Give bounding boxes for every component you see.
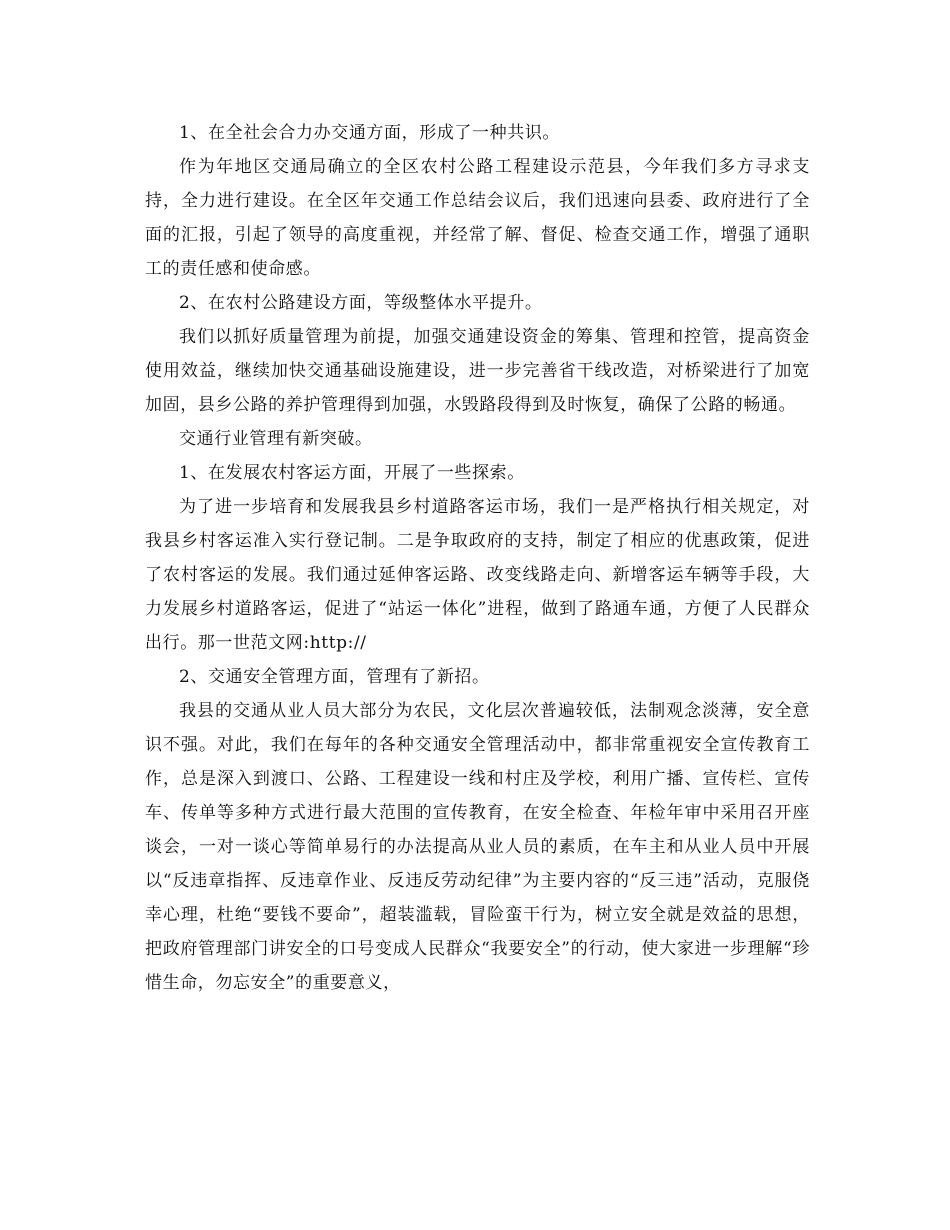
paragraph-heading-safety: 2、交通安全管理方面，管理有了新招。	[179, 667, 490, 687]
paragraph-heading-consensus: 1、在全社会合力办交通方面，形成了一种共识。	[179, 123, 561, 143]
paragraph-quality-management: 我们以抓好质量管理为前提，加强交通建设资金的筹集、管理和控管，提高资金使用效益，继续加快交通基础设施建设，进一步完善省干线改造，对桥梁进行了加宽加固，县乡公路的养护管理得到加强，水毁路段得到及时恢复，确保了公路的畅通。	[145, 327, 810, 415]
paragraph-heading-industry-management: 交通行业管理有新突破。	[179, 429, 373, 449]
paragraph-heading-rural-roads: 2、在农村公路建设方面，等级整体水平提升。	[179, 293, 543, 313]
paragraph-passenger-market: 为了进一步培育和发展我县乡村道路客运市场，我们一是严格执行相关规定，对我县乡村客运准入实行登记制。二是争取政府的支持，制定了相应的优惠政策，促进了农村客运的发展。我们通过延伸客运路、改变线路走向、新增客运车辆等手段，大力发展乡村道路客运，促进了“站运一体化”进程，做到了路通车通，方便了人民群众出行。那一世范文网:http://	[145, 497, 810, 653]
paragraph-heading-rural-passenger: 1、在发展农村客运方面，开展了一些探索。	[179, 463, 525, 483]
document-body	[145, 116, 810, 1000]
paragraph-safety-education: 我县的交通从业人员大部分为农民，文化层次普遍较低，法制观念淡薄，安全意识不强。对此，我们在每年的各种交通安全管理活动中，都非常重视安全宣传教育工作，总是深入到渡口、公路、工程建设一线和村庄及学校，利用广播、宣传栏、宣传车、传单等多种方式进行最大范围的宣传教育，在安全检查、年检年审中采用召开座谈会，一对一谈心等简单易行的办法提高从业人员的素质，在车主和从业人员中开展以“反违章指挥、反违章作业、反违反劳动纪律”为主要内容的“反三违”活动，克服侥幸心理，杜绝“要钱不要命”，超装滥载，冒险蛮干行为，树立安全就是效益的思想，把政府管理部门讲安全的口号变成人民群众“我要安全”的行动，使大家进一步理解“珍惜生命，勿忘安全”的重要意义，	[145, 701, 810, 993]
paragraph-demonstration-county: 作为年地区交通局确立的全区农村公路工程建设示范县，今年我们多方寻求支持，全力进行建设。在全区年交通工作总结会议后，我们迅速向县委、政府进行了全面的汇报，引起了领导的高度重视，并经常了解、督促、检查交通工作，增强了通职工的责任感和使命感。	[145, 157, 810, 279]
